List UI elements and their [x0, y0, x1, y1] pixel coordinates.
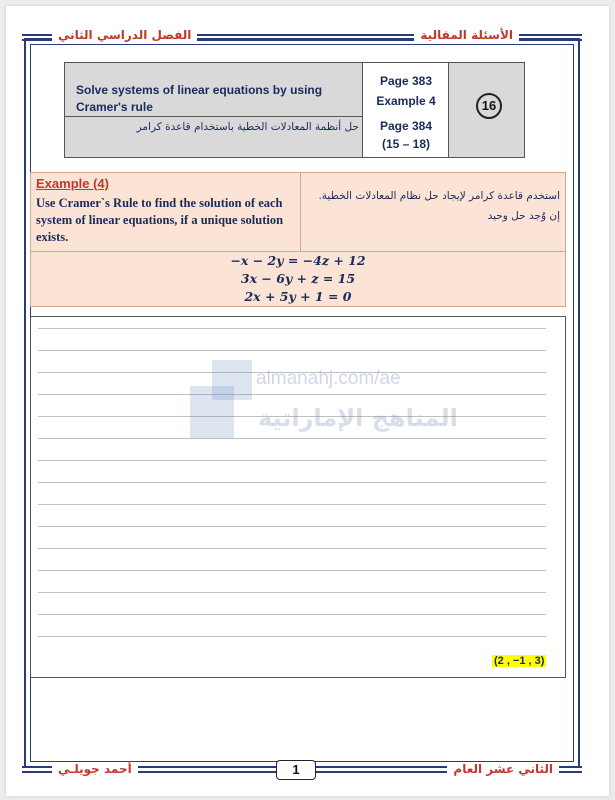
topic-english: Solve systems of linear equations by using Cramer's rule — [76, 83, 323, 114]
ruled-line — [38, 592, 546, 593]
footer-grade: الثاني عشر العام — [447, 762, 559, 776]
question-number-badge: 16 — [476, 93, 502, 119]
equation-3: 2x + 5y + 1 = 0 — [244, 289, 352, 304]
exercise-range: (15 – 18) — [381, 137, 431, 151]
equation-2: 3x − 6y + z = 15 — [240, 271, 356, 286]
example-title: Example (4) — [36, 176, 109, 191]
topic-arabic: حل أنظمة المعادلات الخطية باستخدام قاعدة كرامر — [136, 121, 359, 133]
example-ref: Example 4 — [376, 94, 436, 108]
equation-1: −x − 2y = −4z + 12 — [230, 253, 366, 268]
footer-author: أحمد جويلـي — [52, 762, 138, 776]
ruled-line — [38, 614, 546, 615]
page-number: 1 — [276, 760, 316, 780]
topic-divider — [64, 116, 363, 117]
example-divider — [30, 251, 566, 252]
watermark-logo — [190, 360, 250, 438]
watermark-url: almanahj.com/ae — [256, 368, 401, 389]
ruled-line — [38, 438, 546, 439]
ruled-line — [38, 328, 546, 329]
ruled-line — [38, 482, 546, 483]
watermark-arabic: المناهج الإماراتية — [258, 404, 458, 432]
ruled-line — [38, 548, 546, 549]
ruled-line — [38, 636, 546, 637]
ruled-line — [38, 394, 546, 395]
ruled-line — [38, 350, 546, 351]
example-instruction-en: Use Cramer`s Rule to find the solution of each system of linear equations, if a unique solution exists. — [36, 196, 284, 244]
header-left-title: الفصل الدراسي الثاني — [52, 28, 197, 42]
ruled-line — [38, 460, 546, 461]
example-instruction-ar: استخدم قاعدة كرامر لإيجاد حل نظام المعادلات الخطية. إن وُجد حل وحيد — [318, 190, 560, 222]
page-b: Page 384 — [379, 119, 433, 133]
final-answer: (2 , −1 , 3) — [494, 655, 545, 667]
header-right-title: الأسئلة المقالية — [414, 28, 519, 42]
ruled-line — [38, 570, 546, 571]
ruled-line — [38, 504, 546, 505]
example-column-divider — [300, 172, 301, 251]
ruled-line — [38, 526, 546, 527]
page-a: Page 383 — [379, 74, 433, 88]
